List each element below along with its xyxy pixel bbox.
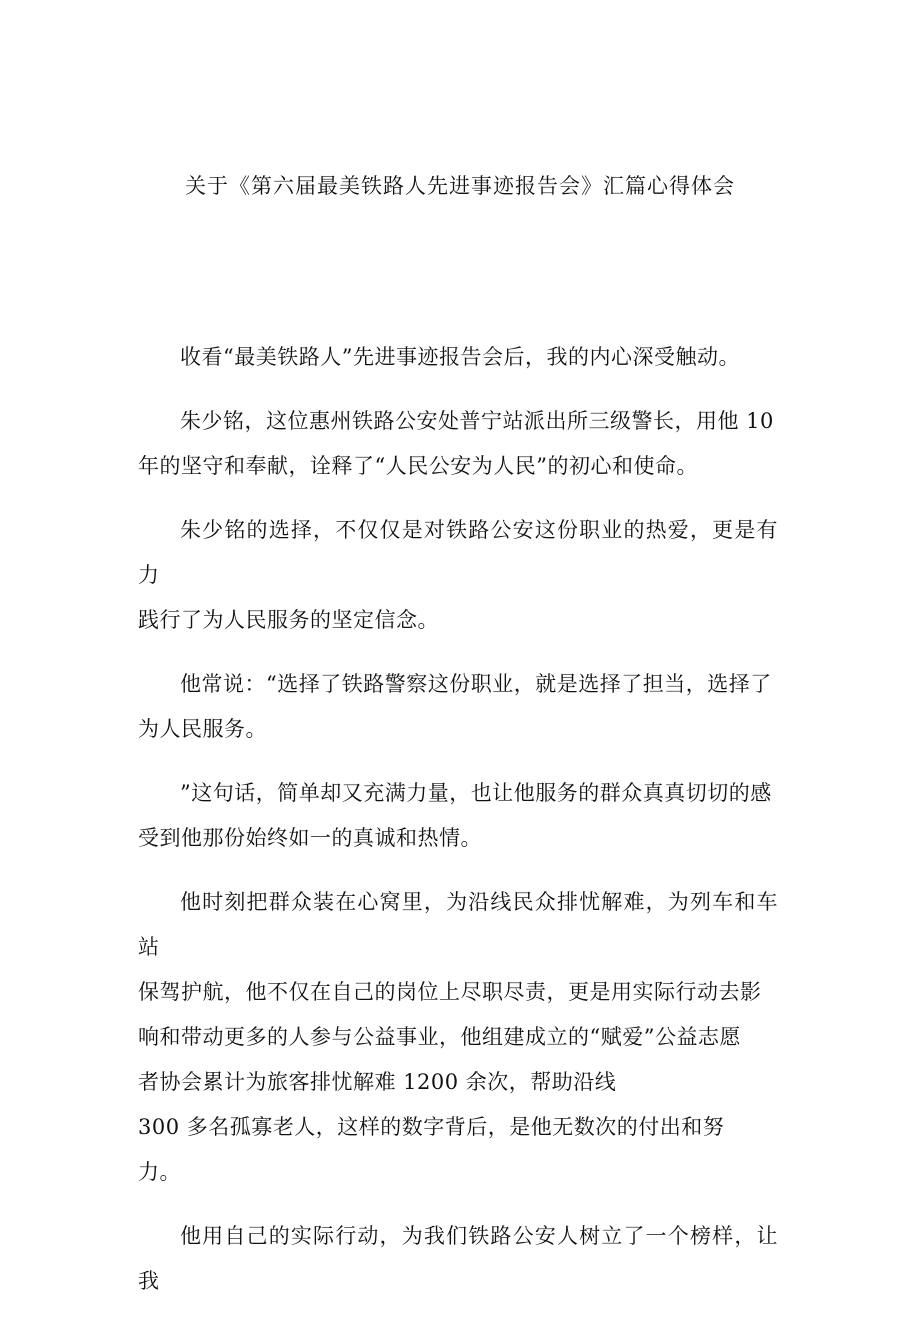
paragraph-line: 他时刻把群众装在心窝里，为沿线民众排忧解难，为列车和车站 xyxy=(138,890,778,959)
paragraph-line: 响和带动更多的人参与公益事业，他组建成立的“赋爱”公益志愿 xyxy=(138,1025,741,1049)
paragraph-line: 年的坚守和奉献，诠释了“人民公安为人民”的初心和使命。 xyxy=(138,454,698,478)
paragraph-4 xyxy=(138,662,778,752)
document-title: 关于《第六届最美铁路人先进事迹报告会》汇篇心得体会 xyxy=(185,174,735,198)
paragraph-3 xyxy=(138,508,778,643)
paragraph-line: 收看“最美铁路人”先进事迹报告会后，我的内心深受触动。 xyxy=(180,345,740,369)
paragraph-line: ”这句话，简单却又充满力量，也让他服务的群众真真切切的感 xyxy=(180,781,772,805)
paragraph-line: 受到他那份始终如一的真诚和热情。 xyxy=(138,826,482,850)
paragraph-line: 朱少铭的选择，不仅仅是对铁路公安这份职业的热爱，更是有力 xyxy=(138,518,778,587)
paragraph-line: 者协会累计为旅客排忧解难 1200 余次，帮助沿线 xyxy=(138,1070,617,1094)
document-body xyxy=(138,335,778,1323)
paragraph-line: 他常说：“选择了铁路警察这份职业，就是选择了担当，选择了 xyxy=(180,672,772,696)
paragraph-7 xyxy=(138,1214,778,1304)
paragraph-line: 保驾护航，他不仅在自己的岗位上尽职尽责，更是用实际行动去影 xyxy=(138,980,762,1004)
paragraph-line: 他用自己的实际行动，为我们铁路公安人树立了一个榜样，让我 xyxy=(138,1224,778,1293)
paragraph-line: 为人民服务。 xyxy=(138,717,267,741)
paragraph-5 xyxy=(138,771,778,861)
paragraph-2 xyxy=(138,399,778,489)
paragraph-6 xyxy=(138,880,778,1195)
paragraph-line: 力。 xyxy=(138,1160,181,1184)
paragraph-1 xyxy=(138,335,778,380)
paragraph-line: 300 多名孤寡老人，这样的数字背后，是他无数次的付出和努 xyxy=(138,1115,725,1139)
paragraph-line: 朱少铭，这位惠州铁路公安处普宁站派出所三级警长，用他 10 xyxy=(180,409,774,433)
paragraph-line: 践行了为人民服务的坚定信念。 xyxy=(138,608,439,632)
